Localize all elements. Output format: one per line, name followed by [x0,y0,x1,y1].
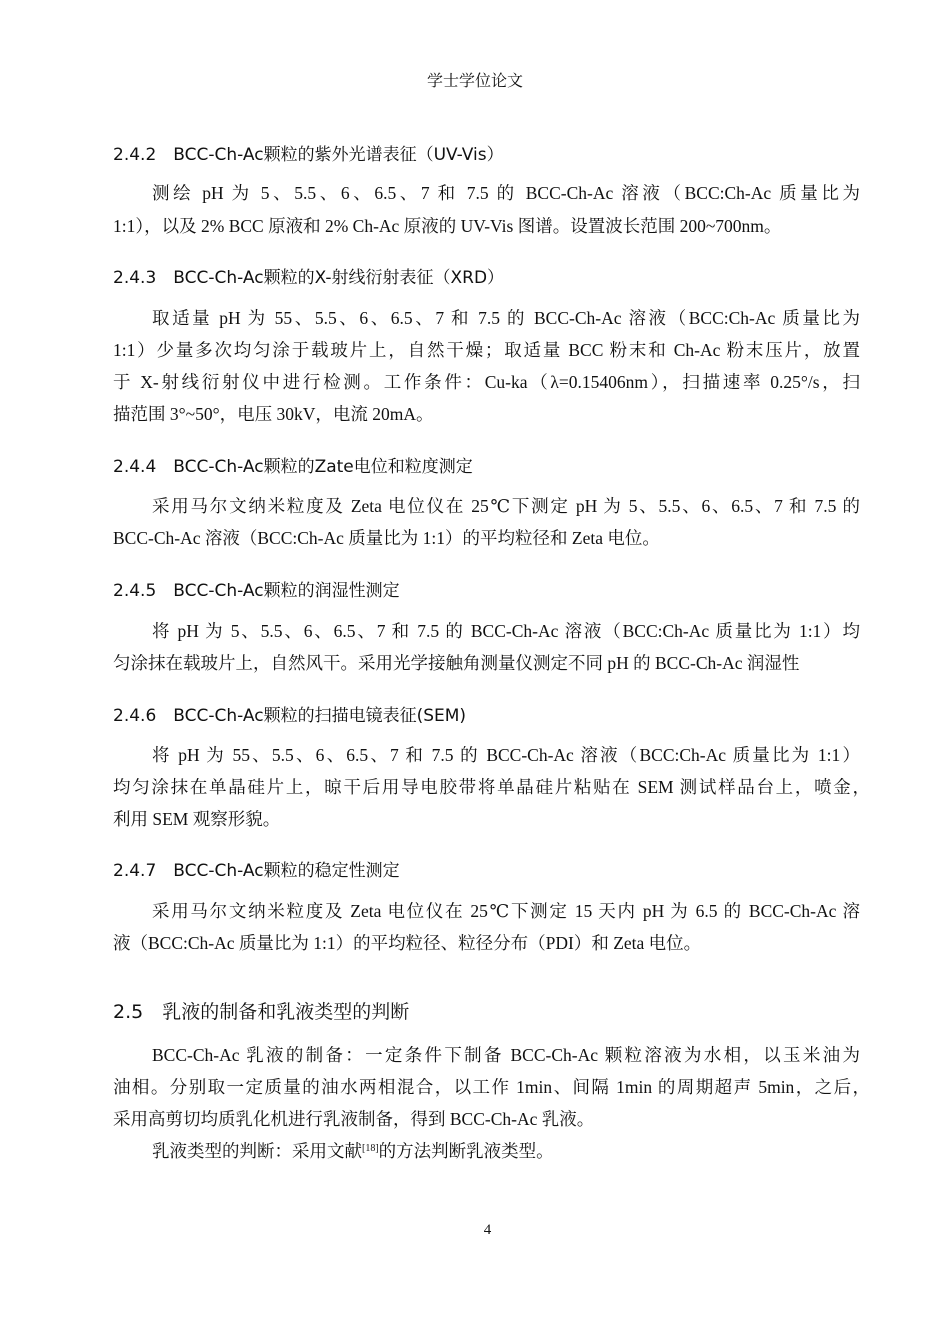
paragraph-line: 采用马尔文纳米粒度及 Zeta 电位仪在 25℃下测定 pH 为 5、5.5、6、6.5、7 和 7.5 的 [152,496,860,516]
running-header: 学士学位论文 [426,73,523,90]
text-run: 的方法判断乳液类型。 [378,1141,554,1161]
paragraph-line: BCC-Ch-Ac 溶液（BCC:Ch-Ac 质量比为 1:1）的平均粒径和 Zeta 电位。 [113,528,660,548]
paragraph-line: 1:1）少量多次均匀涂于载玻片上，自然干燥；取适量 BCC 粉末和 Ch-Ac 粉末压片，放置 [113,340,860,360]
page-number: 4 [483,1222,492,1238]
paragraph-line [152,1139,860,1163]
paragraph-line: BCC-Ch-Ac 乳液的制备：一定条件下制备 BCC-Ch-Ac 颗粒溶液为水相，以玉米油为 [152,1045,860,1065]
paragraph-line: 均匀涂抹在单晶硅片上，晾干后用导电胶带将单晶硅片粘贴在 SEM 测试样品台上，喷金， [113,777,870,797]
paragraph-line: 利用 SEM 观察形貌。 [113,809,281,829]
section-heading: 2.4.7 BCC-Ch-Ac颗粒的稳定性测定 [113,861,400,881]
paragraph-line: 匀涂抹在载玻片上，自然风干。采用光学接触角测量仪测定不同 pH 的 BCC-Ch-Ac 润湿性 [113,653,800,673]
paragraph-line: 将 pH 为 55、5.5、6、6.5、7 和 7.5 的 BCC-Ch-Ac 溶液（BCC:Ch-Ac 质量比为 1:1） [152,745,860,765]
paragraph-line: 油相。分别取一定质量的油水两相混合，以工作 1min、间隔 1min 的周期超声 5min，之后， [113,1077,870,1097]
section-heading: 2.4.4 BCC-Ch-Ac颗粒的Zate电位和粒度测定 [113,457,473,477]
paragraph-line: 1:1），以及 2% BCC 原液和 2% Ch-Ac 原液的 UV-Vis 图谱。设置波长范围 200~700nm。 [113,216,782,236]
paragraph-line: 测绘 pH 为 5、5.5、6、6.5、7 和 7.5 的 BCC-Ch-Ac 溶液（BCC:Ch-Ac 质量比为 [152,183,860,203]
section-heading: 2.4.3 BCC-Ch-Ac颗粒的X-射线衍射表征（XRD） [113,268,505,288]
paragraph-line: 采用高剪切均质乳化机进行乳液制备，得到 BCC-Ch-Ac 乳液。 [113,1109,595,1129]
section-heading: 2.4.6 BCC-Ch-Ac颗粒的扫描电镜表征(SEM) [113,706,467,726]
paragraph-line: 于 X-射线衍射仪中进行检测。工作条件：Cu-ka（λ=0.15406nm），扫描速率 0.25°/s，扫 [113,372,860,392]
paragraph-line: 采用马尔文纳米粒度及 Zeta 电位仪在 25℃下测定 15 天内 pH 为 6.5 的 BCC-Ch-Ac 溶 [152,901,860,921]
text-run: 乳液类型的判断：采用文献 [152,1141,362,1161]
section-heading: 2.5 乳液的制备和乳液类型的判断 [113,1001,410,1023]
section-heading: 2.4.5 BCC-Ch-Ac颗粒的润湿性测定 [113,581,400,601]
paragraph-line: 取适量 pH 为 55、5.5、6、6.5、7 和 7.5 的 BCC-Ch-Ac 溶液（BCC:Ch-Ac 质量比为 [152,308,860,328]
section-heading: 2.4.2 BCC-Ch-Ac颗粒的紫外光谱表征（UV-Vis） [113,145,504,165]
paragraph-line: 液（BCC:Ch-Ac 质量比为 1:1）的平均粒径、粒径分布（PDI）和 Zeta 电位。 [113,933,702,953]
citation-ref: [18] [362,1143,379,1154]
paragraph-line: 将 pH 为 5、5.5、6、6.5、7 和 7.5 的 BCC-Ch-Ac 溶液（BCC:Ch-Ac 质量比为 1:1）均 [152,621,860,641]
paragraph-line: 描范围 3°~50°，电压 30kV，电流 20mA。 [113,404,434,424]
